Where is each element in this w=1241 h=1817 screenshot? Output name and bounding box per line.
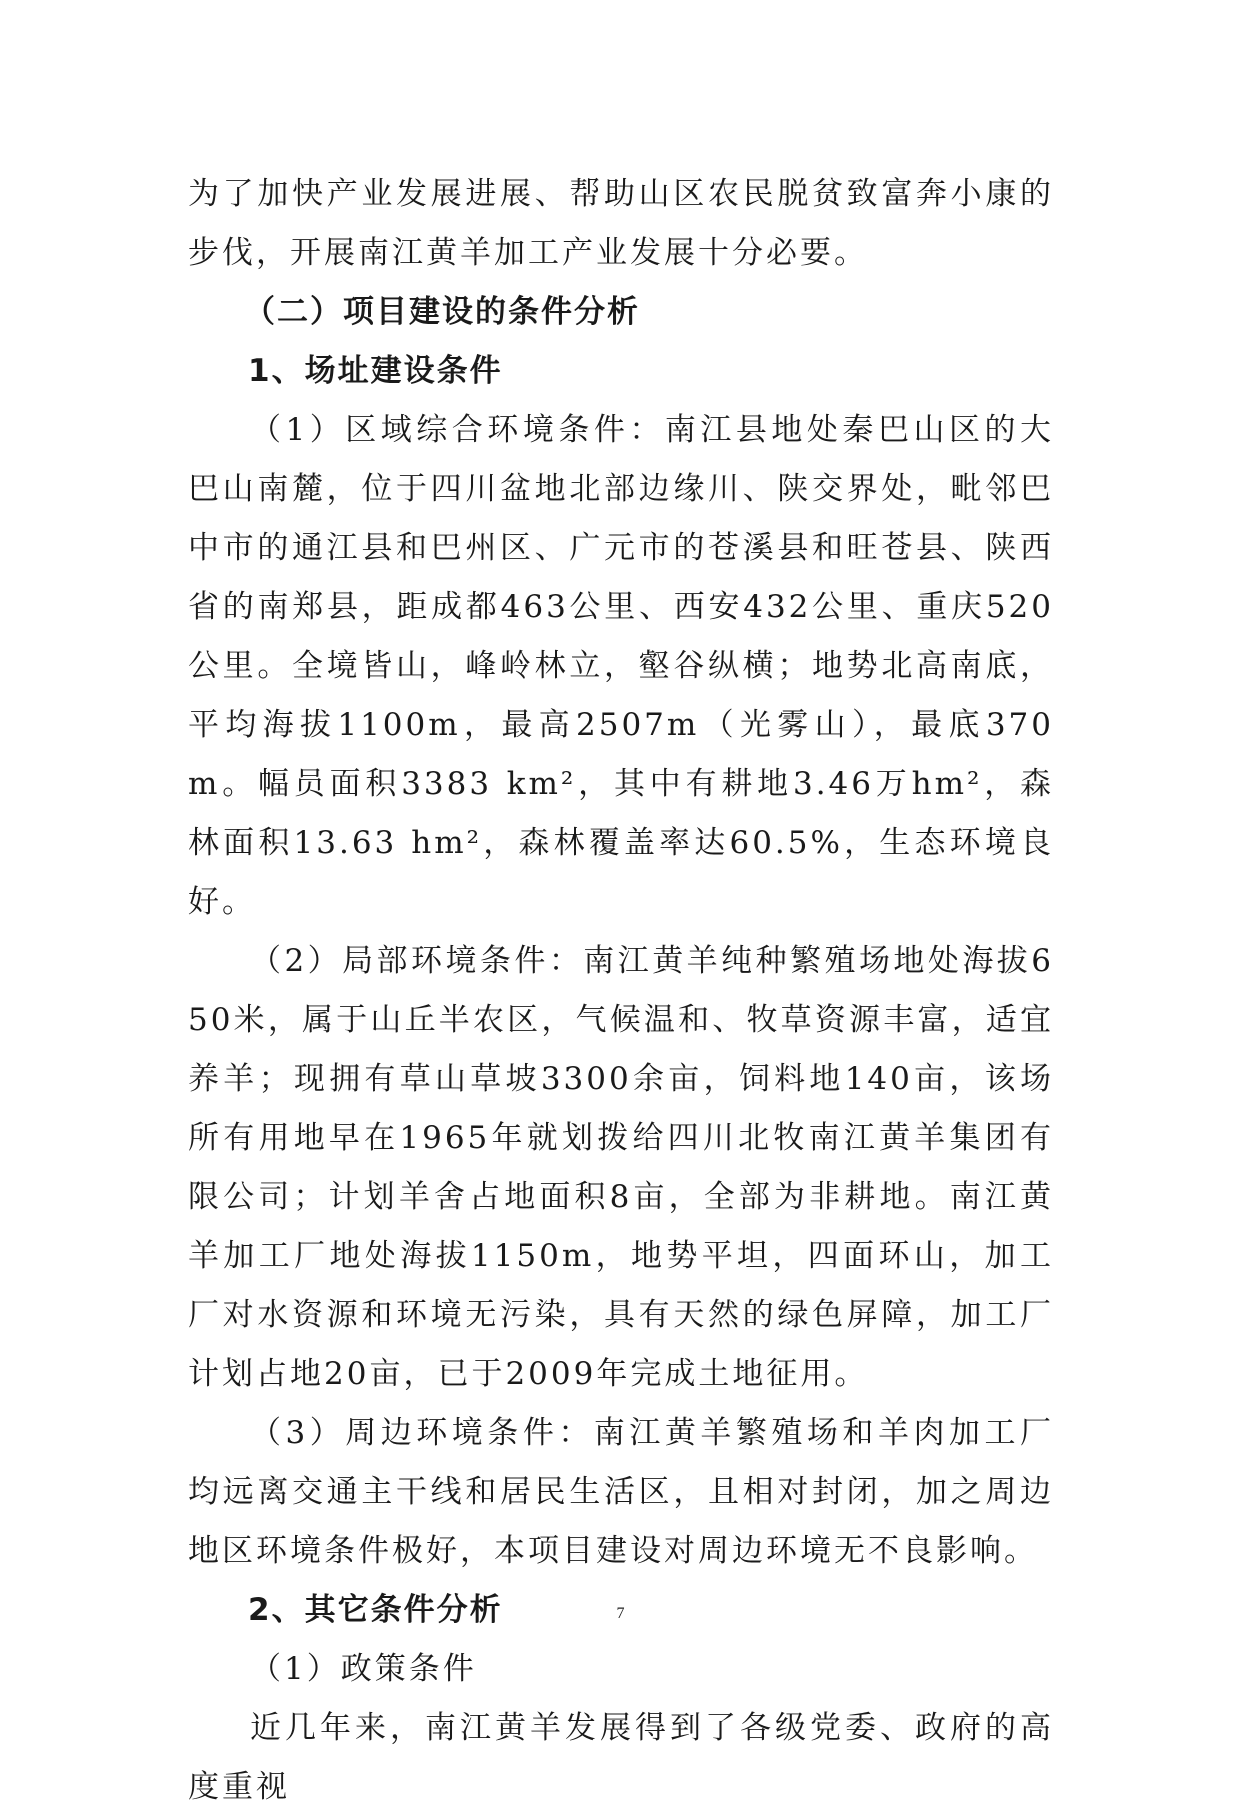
page-number: 7: [616, 1605, 625, 1622]
subsection-heading-site: 1、场址建设条件: [248, 353, 503, 389]
section-heading-conditions: （二）项目建设的条件分析: [244, 294, 640, 330]
policy-paragraph: 近几年来，南江黄羊发展得到了各级党委、政府的高度重视: [188, 1710, 1054, 1805]
regional-environment-paragraph: （1）区域综合环境条件：南江县地处秦巴山区的大巴山南麓，位于四川盆地北部边缘川、陕交界处，毗邻巴中市的通江县和巴州区、广元市的苍溪县和旺苍县、陕西省的南郑县，距成都463公里、西安432公里、重庆520公里。全境皆山，峰岭林立，壑谷纵横；地势北高南底，平均海拔1100m，最高2507m（光雾山），最底370m。幅员面积3383 km²，其中有耕地3.46万hm²，森林面积13.63 hm²，森林覆盖率达60.5%，生态环境良好。: [188, 412, 1054, 920]
surrounding-environment-paragraph: （3）周边环境条件：南江黄羊繁殖场和羊肉加工厂均远离交通主干线和居民生活区，且相对封闭，加之周边地区环境条件极好，本项目建设对周边环境无不良影响。: [188, 1415, 1054, 1569]
document-page: [188, 165, 1054, 1817]
intro-paragraph: 为了加快产业发展进展、帮助山区农民脱贫致富奔小康的步伐，开展南江黄羊加工产业发展十分必要。: [188, 176, 1054, 271]
local-environment-paragraph: （2）局部环境条件：南江黄羊纯种繁殖场地处海拔650米，属于山丘半农区，气候温和、牧草资源丰富，适宜养羊；现拥有草山草坡3300余亩，饲料地140亩，该场所有用地早在1965年就划拨给四川北牧南江黄羊集团有限公司；计划羊舍占地面积8亩，全部为非耕地。南江黄羊加工厂地处海拔1150m，地势平坦，四面环山，加工厂对水资源和环境无污染，具有天然的绿色屏障，加工厂计划占地20亩，已于2009年完成土地征用。: [188, 943, 1054, 1392]
subsection-heading-other: 2、其它条件分析: [248, 1592, 503, 1628]
policy-title: （1）政策条件: [250, 1651, 477, 1687]
